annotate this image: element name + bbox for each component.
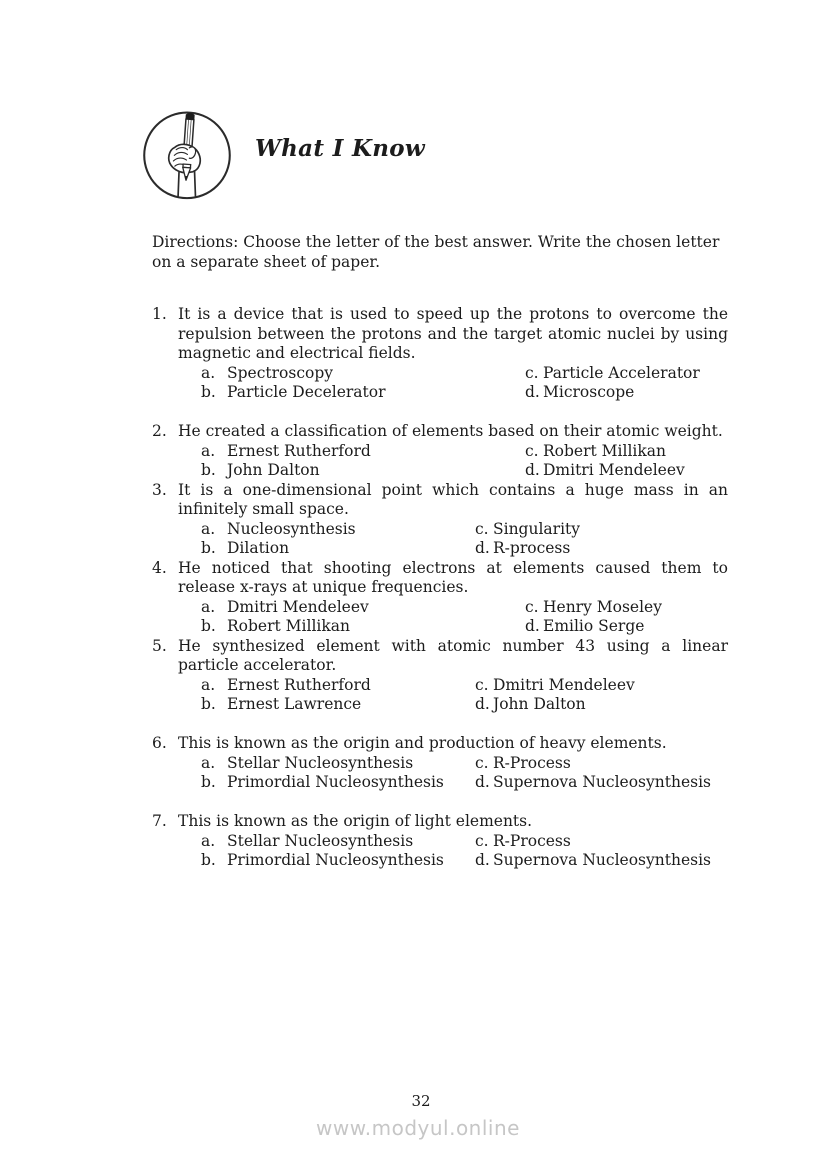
option-row [152,598,728,618]
option-d [475,773,711,793]
option-label: a. [201,519,216,538]
option-label: c. [525,363,539,382]
option-text: Stellar Nucleosynthesis [227,831,414,850]
directions-text: Directions: Choose the letter of the best answer. Write the chosen letter on a separate sheet of paper. [152,233,720,271]
option-label: c. [475,675,489,694]
option-text: Emilio Serge [543,617,645,635]
option-label: c. [475,831,489,850]
option-c [475,832,571,852]
option-text: Henry Moseley [543,597,662,616]
page-number: 32 [411,1092,431,1110]
option-row [152,676,728,696]
option-text: John Dalton [227,461,320,479]
section-header [140,106,425,200]
question-number: 7. [152,812,167,830]
option-text: Nucleosynthesis [227,519,356,538]
option-label: d. [475,539,490,557]
option-b [201,851,444,869]
option-text: Supernova Nucleosynthesis [493,851,711,869]
option-a [201,442,371,460]
question-item [152,422,728,481]
question-text: He noticed that shooting electrons at elements caused them to release x-rays at unique frequencies. [178,558,728,596]
question-list [152,305,728,871]
question-item [152,481,728,559]
question-text: He created a classification of elements based on their atomic weight. [178,422,723,440]
option-text: Particle Accelerator [543,363,700,382]
hand-holding-pencil-icon [140,106,234,200]
option-c [475,520,580,540]
option-c [525,364,700,384]
option-label: b. [201,695,216,713]
option-a [201,676,371,694]
question-item [152,637,728,715]
option-c [475,754,571,774]
question-item [152,305,728,403]
option-text: Ernest Lawrence [227,695,362,713]
option-label: a. [201,675,216,694]
option-row [152,520,728,540]
option-label: c. [475,519,489,538]
option-label: b. [201,851,216,869]
option-label: c. [475,753,489,772]
question-number: 2. [152,422,167,440]
question-text: This is known as the origin and production of heavy elements. [178,734,667,752]
option-row [152,773,728,793]
option-c [475,676,635,696]
option-row [152,754,728,774]
option-d [525,461,685,481]
option-text: Dmitri Mendeleev [493,675,635,694]
option-label: d. [525,461,540,479]
option-d [475,695,586,715]
option-label: d. [475,851,490,869]
option-b [201,383,386,401]
option-row [152,442,728,462]
option-text: Ernest Rutherford [227,441,371,460]
question-number: 6. [152,734,167,752]
option-label: a. [201,753,216,772]
option-text: Microscope [543,383,635,401]
option-row [152,832,728,852]
option-row [152,383,728,403]
option-text: Primordial Nucleosynthesis [227,773,444,791]
question-text: It is a device that is used to speed up the protons to overcome the repulsion between the protons and the target atomic nuclei by using magnetic and electrical fields. [178,305,728,362]
question-number: 4. [152,558,167,577]
question-number: 5. [152,636,167,655]
option-row [152,695,728,715]
option-b [201,617,350,635]
option-text: Robert Millikan [543,441,666,460]
option-text: Stellar Nucleosynthesis [227,753,414,772]
option-label: a. [201,363,216,382]
option-label: b. [201,383,216,401]
option-c [525,442,666,462]
option-d [525,383,634,403]
question-text: He synthesized element with atomic number 43 using a linear particle accelerator. [178,636,728,674]
option-text: Dilation [227,539,290,557]
option-text: Singularity [493,519,581,538]
option-text: R-Process [493,831,571,850]
option-text: John Dalton [493,695,586,713]
option-text: Spectroscopy [227,363,334,382]
question-item [152,734,728,793]
option-text: Primordial Nucleosynthesis [227,851,444,869]
option-b [201,773,444,791]
option-a [201,832,413,850]
content-column [152,233,728,871]
option-row [152,851,728,871]
option-b [201,461,320,479]
option-text: Particle Decelerator [227,383,386,401]
option-text: Dmitri Mendeleev [227,597,369,616]
option-label: c. [525,441,539,460]
option-row [152,617,728,637]
question-item [152,559,728,637]
option-label: d. [525,617,540,635]
option-d [525,617,644,637]
option-label: c. [525,597,539,616]
option-d [475,539,570,559]
option-b [201,695,361,713]
option-text: R-process [493,539,571,557]
option-label: b. [201,539,216,557]
option-a [201,754,413,772]
option-c [525,598,662,618]
option-text: Supernova Nucleosynthesis [493,773,711,791]
question-number: 1. [152,305,167,323]
option-text: Ernest Rutherford [227,675,371,694]
option-label: b. [201,617,216,635]
question-item [152,812,728,871]
option-text: R-Process [493,753,571,772]
page-title: What I Know [255,134,426,162]
option-a [201,598,369,616]
option-label: d. [475,773,490,791]
option-label: b. [201,773,216,791]
option-label: a. [201,597,216,616]
question-text: It is a one-dimensional point which contains a huge mass in an infinitely small space. [178,480,728,518]
option-label: d. [475,695,490,713]
option-b [201,539,289,557]
option-row [152,539,728,559]
option-label: b. [201,461,216,479]
option-d [475,851,711,871]
option-label: d. [525,383,540,401]
option-label: a. [201,831,216,850]
question-number: 3. [152,480,167,499]
option-label: a. [201,441,216,460]
option-a [201,520,356,538]
option-text: Robert Millikan [227,617,350,635]
option-a [201,364,333,382]
option-row [152,364,728,384]
option-text: Dmitri Mendeleev [543,461,685,479]
question-text: This is known as the origin of light elements. [178,812,533,830]
watermark: www.modyul.online [316,1116,520,1140]
option-row [152,461,728,481]
